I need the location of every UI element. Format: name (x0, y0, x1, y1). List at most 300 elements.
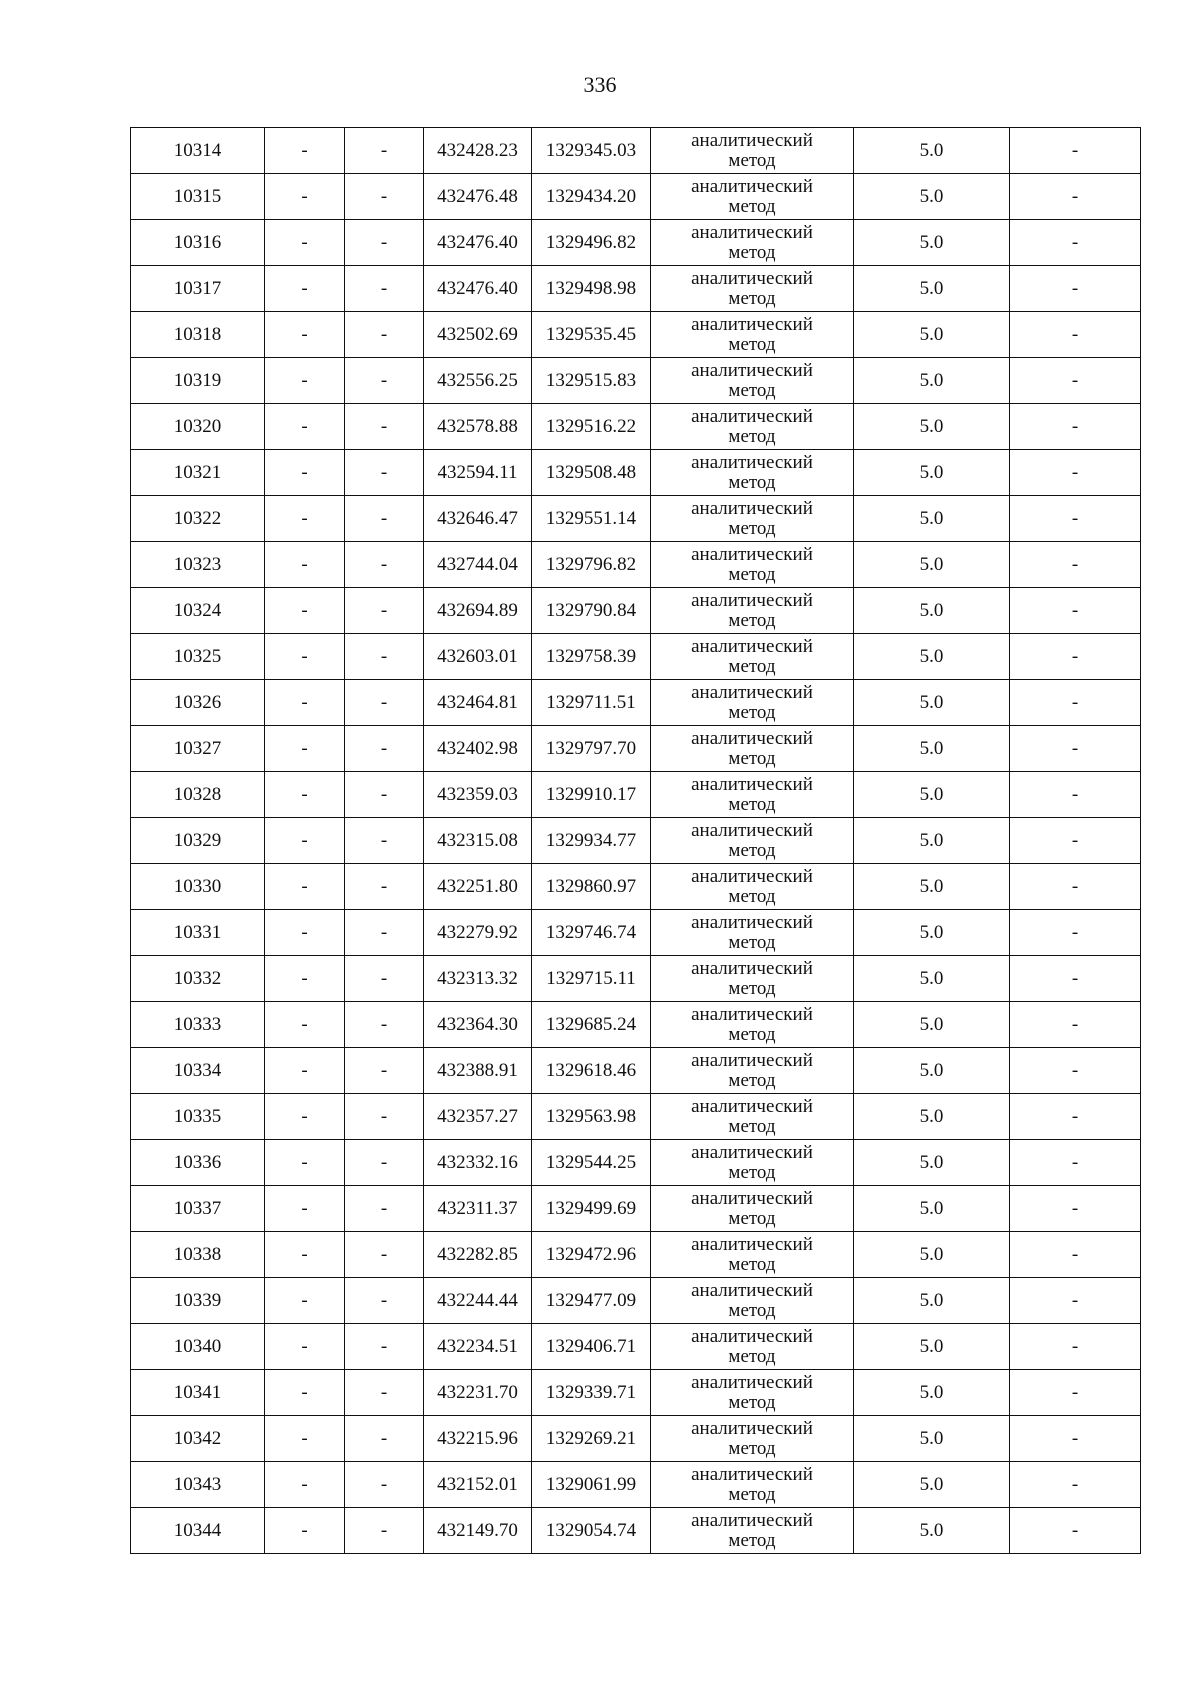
x-coordinate-cell: 432152.01 (424, 1462, 532, 1508)
dash-cell: - (345, 1232, 424, 1278)
dash-cell: - (1010, 1232, 1141, 1278)
y-coordinate-cell: 1329054.74 (532, 1508, 651, 1554)
dash-cell: - (345, 956, 424, 1002)
method-label-line2: метод (728, 931, 776, 953)
point-number-cell: 10323 (131, 542, 265, 588)
dash-cell: - (1010, 1324, 1141, 1370)
value-cell: 5.0 (854, 1048, 1010, 1094)
point-number-cell: 10333 (131, 1002, 265, 1048)
dash-cell: - (345, 404, 424, 450)
table-row (131, 358, 1141, 404)
point-number-cell: 10328 (131, 772, 265, 818)
value-cell: 5.0 (854, 404, 1010, 450)
y-coordinate-cell: 1329535.45 (532, 312, 651, 358)
dash-cell: - (1010, 1048, 1141, 1094)
point-number-cell: 10324 (131, 588, 265, 634)
method-label-line2: метод (728, 747, 776, 769)
dash-cell: - (1010, 864, 1141, 910)
method-cell (651, 128, 854, 174)
method-label-line1: аналитический (691, 497, 813, 519)
method-label-line1: аналитический (691, 1049, 813, 1071)
value-cell: 5.0 (854, 956, 1010, 1002)
method-cell (651, 450, 854, 496)
point-number-cell: 10325 (131, 634, 265, 680)
method-label-line1: аналитический (691, 359, 813, 381)
method-label-line2: метод (728, 195, 776, 217)
point-number-cell: 10327 (131, 726, 265, 772)
method-label-line2: метод (728, 885, 776, 907)
dash-cell: - (345, 174, 424, 220)
point-number-cell: 10342 (131, 1416, 265, 1462)
dash-cell: - (1010, 956, 1141, 1002)
dash-cell: - (1010, 1370, 1141, 1416)
x-coordinate-cell: 432388.91 (424, 1048, 532, 1094)
x-coordinate-cell: 432646.47 (424, 496, 532, 542)
table-row (131, 1232, 1141, 1278)
dash-cell: - (345, 266, 424, 312)
dash-cell: - (1010, 634, 1141, 680)
method-label-line1: аналитический (691, 267, 813, 289)
dash-cell: - (345, 496, 424, 542)
dash-cell: - (265, 358, 345, 404)
dash-cell: - (345, 358, 424, 404)
method-cell (651, 818, 854, 864)
table-row (131, 1416, 1141, 1462)
dash-cell: - (265, 312, 345, 358)
y-coordinate-cell: 1329508.48 (532, 450, 651, 496)
x-coordinate-cell: 432476.48 (424, 174, 532, 220)
dash-cell: - (265, 174, 345, 220)
y-coordinate-cell: 1329061.99 (532, 1462, 651, 1508)
dash-cell: - (265, 864, 345, 910)
method-cell (651, 1324, 854, 1370)
dash-cell: - (265, 1324, 345, 1370)
method-cell (651, 1462, 854, 1508)
y-coordinate-cell: 1329563.98 (532, 1094, 651, 1140)
method-label-line2: метод (728, 655, 776, 677)
method-label-line2: метод (728, 793, 776, 815)
y-coordinate-cell: 1329758.39 (532, 634, 651, 680)
y-coordinate-cell: 1329796.82 (532, 542, 651, 588)
y-coordinate-cell: 1329515.83 (532, 358, 651, 404)
method-cell (651, 680, 854, 726)
point-number-cell: 10322 (131, 496, 265, 542)
dash-cell: - (265, 496, 345, 542)
method-cell (651, 358, 854, 404)
method-cell (651, 588, 854, 634)
point-number-cell: 10337 (131, 1186, 265, 1232)
y-coordinate-cell: 1329498.98 (532, 266, 651, 312)
dash-cell: - (265, 128, 345, 174)
table-row (131, 542, 1141, 588)
method-label-line2: метод (728, 379, 776, 401)
dash-cell: - (1010, 404, 1141, 450)
dash-cell: - (265, 1094, 345, 1140)
x-coordinate-cell: 432594.11 (424, 450, 532, 496)
dash-cell: - (265, 1186, 345, 1232)
y-coordinate-cell: 1329434.20 (532, 174, 651, 220)
y-coordinate-cell: 1329797.70 (532, 726, 651, 772)
method-label-line2: метод (728, 1207, 776, 1229)
method-cell (651, 496, 854, 542)
dash-cell: - (1010, 174, 1141, 220)
dash-cell: - (265, 404, 345, 450)
dash-cell: - (345, 1048, 424, 1094)
x-coordinate-cell: 432215.96 (424, 1416, 532, 1462)
method-label-line2: метод (728, 609, 776, 631)
value-cell: 5.0 (854, 1462, 1010, 1508)
dash-cell: - (345, 542, 424, 588)
dash-cell: - (1010, 588, 1141, 634)
method-label-line2: метод (728, 1437, 776, 1459)
dash-cell: - (1010, 358, 1141, 404)
method-label-line1: аналитический (691, 911, 813, 933)
value-cell: 5.0 (854, 772, 1010, 818)
point-number-cell: 10320 (131, 404, 265, 450)
y-coordinate-cell: 1329618.46 (532, 1048, 651, 1094)
value-cell: 5.0 (854, 312, 1010, 358)
point-number-cell: 10318 (131, 312, 265, 358)
value-cell: 5.0 (854, 1140, 1010, 1186)
y-coordinate-cell: 1329746.74 (532, 910, 651, 956)
method-label-line1: аналитический (691, 543, 813, 565)
point-number-cell: 10319 (131, 358, 265, 404)
y-coordinate-cell: 1329551.14 (532, 496, 651, 542)
table-body (131, 128, 1141, 1554)
dash-cell: - (345, 1002, 424, 1048)
x-coordinate-cell: 432359.03 (424, 772, 532, 818)
dash-cell: - (345, 1462, 424, 1508)
method-label-line2: метод (728, 1483, 776, 1505)
method-cell (651, 910, 854, 956)
y-coordinate-cell: 1329339.71 (532, 1370, 651, 1416)
method-cell (651, 404, 854, 450)
value-cell: 5.0 (854, 1416, 1010, 1462)
x-coordinate-cell: 432234.51 (424, 1324, 532, 1370)
method-label-line2: метод (728, 977, 776, 999)
dash-cell: - (265, 266, 345, 312)
dash-cell: - (1010, 1140, 1141, 1186)
dash-cell: - (265, 220, 345, 266)
dash-cell: - (265, 772, 345, 818)
dash-cell: - (265, 1462, 345, 1508)
table-row (131, 680, 1141, 726)
y-coordinate-cell: 1329711.51 (532, 680, 651, 726)
method-cell (651, 772, 854, 818)
value-cell: 5.0 (854, 634, 1010, 680)
dash-cell: - (1010, 450, 1141, 496)
x-coordinate-cell: 432578.88 (424, 404, 532, 450)
method-cell (651, 266, 854, 312)
method-cell (651, 1232, 854, 1278)
method-label-line2: метод (728, 1299, 776, 1321)
method-cell (651, 1416, 854, 1462)
point-number-cell: 10331 (131, 910, 265, 956)
y-coordinate-cell: 1329477.09 (532, 1278, 651, 1324)
dash-cell: - (345, 588, 424, 634)
value-cell: 5.0 (854, 818, 1010, 864)
x-coordinate-cell: 432402.98 (424, 726, 532, 772)
dash-cell: - (345, 220, 424, 266)
dash-cell: - (265, 956, 345, 1002)
table-row (131, 864, 1141, 910)
dash-cell: - (1010, 128, 1141, 174)
value-cell: 5.0 (854, 128, 1010, 174)
y-coordinate-cell: 1329516.22 (532, 404, 651, 450)
method-cell (651, 220, 854, 266)
y-coordinate-cell: 1329499.69 (532, 1186, 651, 1232)
dash-cell: - (345, 864, 424, 910)
dash-cell: - (345, 680, 424, 726)
x-coordinate-cell: 432364.30 (424, 1002, 532, 1048)
point-number-cell: 10338 (131, 1232, 265, 1278)
table-row (131, 220, 1141, 266)
dash-cell: - (345, 1324, 424, 1370)
dash-cell: - (265, 818, 345, 864)
point-number-cell: 10321 (131, 450, 265, 496)
dash-cell: - (1010, 312, 1141, 358)
x-coordinate-cell: 432149.70 (424, 1508, 532, 1554)
point-number-cell: 10314 (131, 128, 265, 174)
method-label-line1: аналитический (691, 819, 813, 841)
method-label-line2: метод (728, 1115, 776, 1137)
value-cell: 5.0 (854, 1278, 1010, 1324)
dash-cell: - (345, 726, 424, 772)
dash-cell: - (265, 1048, 345, 1094)
y-coordinate-cell: 1329472.96 (532, 1232, 651, 1278)
value-cell: 5.0 (854, 1232, 1010, 1278)
x-coordinate-cell: 432603.01 (424, 634, 532, 680)
y-coordinate-cell: 1329269.21 (532, 1416, 651, 1462)
table-row (131, 312, 1141, 358)
method-label-line1: аналитический (691, 1141, 813, 1163)
value-cell: 5.0 (854, 1324, 1010, 1370)
value-cell: 5.0 (854, 910, 1010, 956)
x-coordinate-cell: 432556.25 (424, 358, 532, 404)
method-cell (651, 726, 854, 772)
method-label-line2: метод (728, 241, 776, 263)
method-label-line1: аналитический (691, 635, 813, 657)
dash-cell: - (265, 1002, 345, 1048)
point-number-cell: 10330 (131, 864, 265, 910)
point-number-cell: 10343 (131, 1462, 265, 1508)
point-number-cell: 10315 (131, 174, 265, 220)
dash-cell: - (345, 772, 424, 818)
dash-cell: - (1010, 1278, 1141, 1324)
dash-cell: - (1010, 1508, 1141, 1554)
dash-cell: - (1010, 542, 1141, 588)
method-label-line1: аналитический (691, 589, 813, 611)
method-cell (651, 1140, 854, 1186)
point-number-cell: 10326 (131, 680, 265, 726)
dash-cell: - (1010, 726, 1141, 772)
method-label-line2: метод (728, 563, 776, 585)
table-row (131, 1094, 1141, 1140)
point-number-cell: 10334 (131, 1048, 265, 1094)
table-row (131, 266, 1141, 312)
y-coordinate-cell: 1329496.82 (532, 220, 651, 266)
point-number-cell: 10336 (131, 1140, 265, 1186)
value-cell: 5.0 (854, 864, 1010, 910)
value-cell: 5.0 (854, 1094, 1010, 1140)
method-label-line2: метод (728, 1253, 776, 1275)
x-coordinate-cell: 432332.16 (424, 1140, 532, 1186)
dash-cell: - (345, 818, 424, 864)
x-coordinate-cell: 432502.69 (424, 312, 532, 358)
point-number-cell: 10335 (131, 1094, 265, 1140)
dash-cell: - (1010, 680, 1141, 726)
dash-cell: - (1010, 266, 1141, 312)
value-cell: 5.0 (854, 1370, 1010, 1416)
value-cell: 5.0 (854, 588, 1010, 634)
table-row (131, 1324, 1141, 1370)
method-label-line1: аналитический (691, 1509, 813, 1531)
x-coordinate-cell: 432476.40 (424, 266, 532, 312)
table-row (131, 956, 1141, 1002)
method-label-line2: метод (728, 425, 776, 447)
value-cell: 5.0 (854, 174, 1010, 220)
table-row (131, 1462, 1141, 1508)
method-cell (651, 312, 854, 358)
dash-cell: - (265, 1370, 345, 1416)
dash-cell: - (345, 1140, 424, 1186)
y-coordinate-cell: 1329790.84 (532, 588, 651, 634)
y-coordinate-cell: 1329934.77 (532, 818, 651, 864)
x-coordinate-cell: 432231.70 (424, 1370, 532, 1416)
x-coordinate-cell: 432744.04 (424, 542, 532, 588)
method-label-line1: аналитический (691, 129, 813, 151)
dash-cell: - (265, 1232, 345, 1278)
method-label-line2: метод (728, 1345, 776, 1367)
method-label-line2: метод (728, 1069, 776, 1091)
method-label-line2: метод (728, 471, 776, 493)
dash-cell: - (1010, 772, 1141, 818)
table-row (131, 818, 1141, 864)
y-coordinate-cell: 1329544.25 (532, 1140, 651, 1186)
method-label-line1: аналитический (691, 451, 813, 473)
table-row (131, 450, 1141, 496)
value-cell: 5.0 (854, 1508, 1010, 1554)
method-label-line2: метод (728, 1529, 776, 1551)
method-label-line1: аналитический (691, 175, 813, 197)
table-row (131, 174, 1141, 220)
value-cell: 5.0 (854, 1002, 1010, 1048)
point-number-cell: 10317 (131, 266, 265, 312)
table-row (131, 1002, 1141, 1048)
dash-cell: - (265, 1278, 345, 1324)
dash-cell: - (1010, 1094, 1141, 1140)
point-number-cell: 10332 (131, 956, 265, 1002)
method-label-line2: метод (728, 149, 776, 171)
dash-cell: - (345, 128, 424, 174)
value-cell: 5.0 (854, 450, 1010, 496)
table-row (131, 772, 1141, 818)
dash-cell: - (1010, 818, 1141, 864)
dash-cell: - (265, 910, 345, 956)
dash-cell: - (265, 634, 345, 680)
y-coordinate-cell: 1329715.11 (532, 956, 651, 1002)
table-row (131, 1048, 1141, 1094)
method-label-line2: метод (728, 1023, 776, 1045)
dash-cell: - (345, 634, 424, 680)
point-number-cell: 10344 (131, 1508, 265, 1554)
table-row (131, 634, 1141, 680)
table-row (131, 1140, 1141, 1186)
x-coordinate-cell: 432357.27 (424, 1094, 532, 1140)
dash-cell: - (265, 588, 345, 634)
x-coordinate-cell: 432244.44 (424, 1278, 532, 1324)
x-coordinate-cell: 432251.80 (424, 864, 532, 910)
value-cell: 5.0 (854, 496, 1010, 542)
method-label-line2: метод (728, 1161, 776, 1183)
method-label-line1: аналитический (691, 681, 813, 703)
method-label-line2: метод (728, 839, 776, 861)
method-cell (651, 956, 854, 1002)
method-label-line1: аналитический (691, 313, 813, 335)
dash-cell: - (265, 1416, 345, 1462)
table-row (131, 1370, 1141, 1416)
coordinates-table (130, 127, 1141, 1554)
y-coordinate-cell: 1329685.24 (532, 1002, 651, 1048)
method-cell (651, 1278, 854, 1324)
x-coordinate-cell: 432282.85 (424, 1232, 532, 1278)
method-label-line1: аналитический (691, 221, 813, 243)
table-row (131, 726, 1141, 772)
y-coordinate-cell: 1329910.17 (532, 772, 651, 818)
table-row (131, 588, 1141, 634)
method-cell (651, 1508, 854, 1554)
method-label-line1: аналитический (691, 1279, 813, 1301)
dash-cell: - (1010, 1462, 1141, 1508)
value-cell: 5.0 (854, 1186, 1010, 1232)
dash-cell: - (1010, 220, 1141, 266)
page-number: 336 (583, 72, 617, 97)
method-cell (651, 1370, 854, 1416)
method-label-line2: метод (728, 287, 776, 309)
y-coordinate-cell: 1329860.97 (532, 864, 651, 910)
method-cell (651, 174, 854, 220)
method-label-line2: метод (728, 517, 776, 539)
method-label-line2: метод (728, 333, 776, 355)
method-label-line1: аналитический (691, 1417, 813, 1439)
dash-cell: - (265, 726, 345, 772)
dash-cell: - (265, 450, 345, 496)
method-cell (651, 1048, 854, 1094)
x-coordinate-cell: 432476.40 (424, 220, 532, 266)
value-cell: 5.0 (854, 220, 1010, 266)
method-cell (651, 1094, 854, 1140)
dash-cell: - (1010, 1416, 1141, 1462)
y-coordinate-cell: 1329345.03 (532, 128, 651, 174)
y-coordinate-cell: 1329406.71 (532, 1324, 651, 1370)
dash-cell: - (345, 1278, 424, 1324)
dash-cell: - (265, 542, 345, 588)
method-label-line1: аналитический (691, 1325, 813, 1347)
value-cell: 5.0 (854, 542, 1010, 588)
method-cell (651, 864, 854, 910)
x-coordinate-cell: 432313.32 (424, 956, 532, 1002)
method-label-line1: аналитический (691, 727, 813, 749)
point-number-cell: 10316 (131, 220, 265, 266)
dash-cell: - (345, 312, 424, 358)
method-label-line1: аналитический (691, 1463, 813, 1485)
dash-cell: - (265, 680, 345, 726)
dash-cell: - (345, 450, 424, 496)
dash-cell: - (265, 1508, 345, 1554)
dash-cell: - (1010, 496, 1141, 542)
value-cell: 5.0 (854, 726, 1010, 772)
method-label-line1: аналитический (691, 1187, 813, 1209)
